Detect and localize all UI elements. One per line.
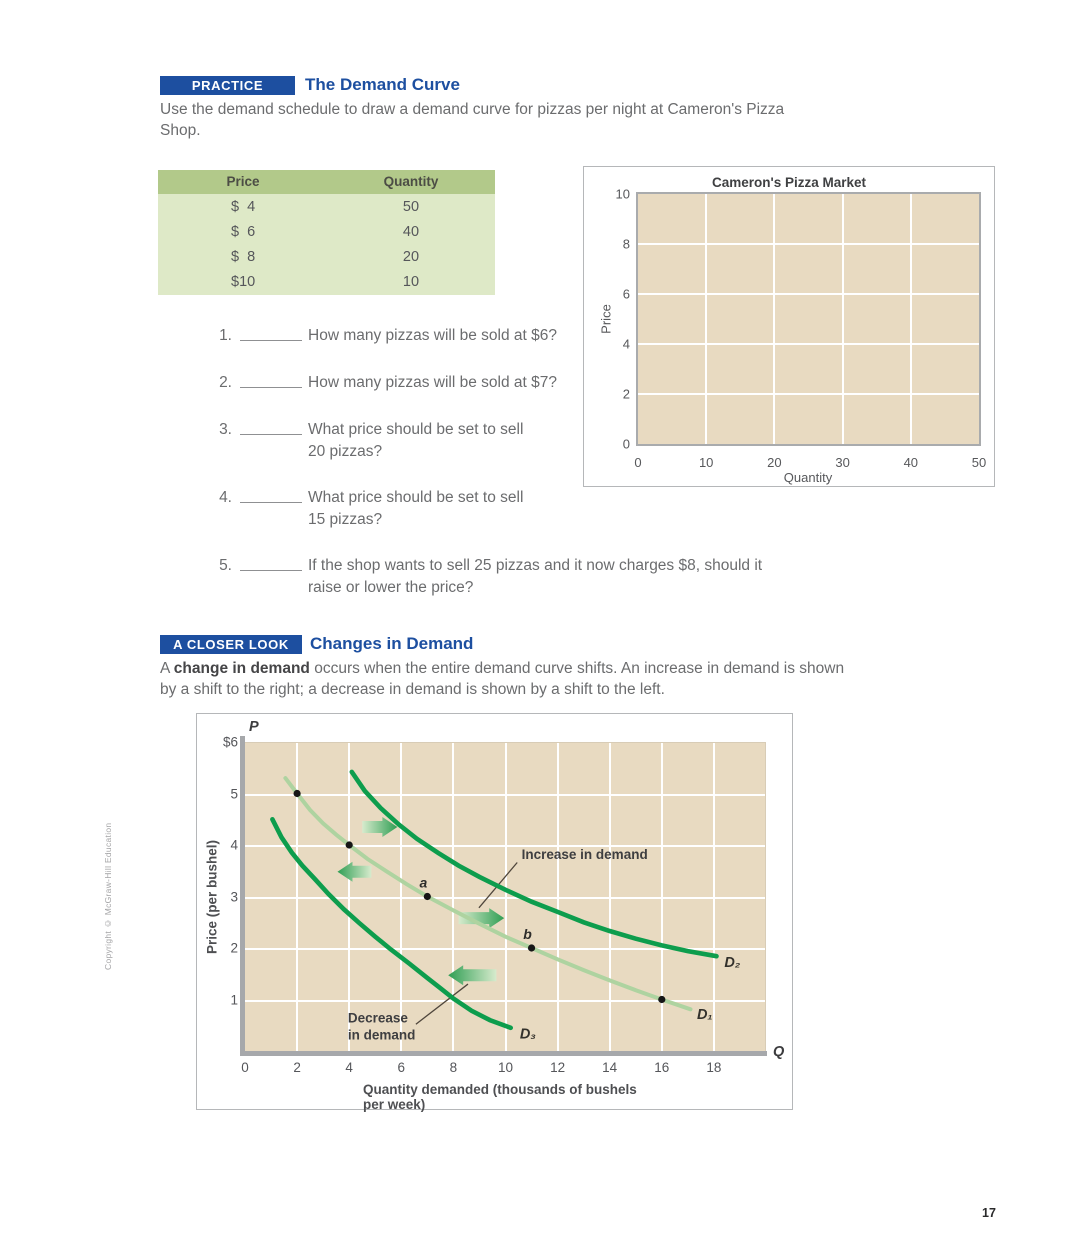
practice-section-title: The Demand Curve [305,75,460,94]
price-value: $10 [231,274,256,290]
x-tick-label: 12 [550,1060,566,1075]
y-tick-label: 8 [622,236,630,252]
curve-label: D₂ [724,955,741,972]
gridline-vertical [910,194,912,444]
price-value: $ 4 [231,199,256,215]
x-axis-line [240,1051,767,1056]
question-line1: What price should be set to sell [308,489,524,506]
x-tick-label: 0 [634,455,642,470]
demand-curves-canvas [245,742,766,1051]
x-tick-label: 18 [706,1060,722,1075]
gridline-vertical [773,194,775,444]
closer-look-badge [160,635,302,654]
point-label: a [419,874,428,891]
question-text [308,419,883,463]
x-axis-label: Quantity demanded (thousands of bushels per week) [363,1082,637,1112]
table-header-row [158,170,495,194]
quantity-value: 20 [402,249,420,265]
y-tick-label: 10 [615,186,630,202]
answer-blank[interactable] [240,555,302,571]
answer-blank[interactable] [240,419,302,435]
price-axis-symbol: P [249,719,259,735]
point-label: b [523,926,532,942]
copyright-text: Copyright © McGraw-Hill Education [103,822,113,970]
closer-look-title: Changes in Demand [310,634,474,653]
question-line2: 20 pizzas? [308,443,383,460]
y-tick-label: 6 [622,286,630,302]
practice-badge-label: PRACTICE [191,78,264,93]
annotation-text: in demand [347,1027,416,1043]
question-line2: 15 pizzas? [308,511,383,528]
question-row [160,419,883,463]
column-header-price: Price [226,174,260,189]
practice-badge [160,76,295,95]
chart-title: Cameron's Pizza Market [711,175,867,190]
data-point [346,841,353,848]
question-text: How many pizzas will be sold at $7? [308,374,557,391]
key-term: change in demand [173,660,310,677]
question-line1: If the shop wants to sell 25 pizzas and it now charges $8, should it [308,557,763,574]
curve-label: D₁ [696,1007,713,1024]
price-value: $ 6 [231,224,256,240]
closer-look-body [160,658,850,700]
x-tick-label: 30 [835,455,850,470]
data-point [424,893,431,900]
x-tick-label: 50 [971,455,987,470]
question-line2: raise or lower the price? [308,579,474,596]
question-row [160,372,883,394]
data-point [658,996,665,1003]
question-row [160,325,883,347]
table-body [158,194,495,295]
gridline-horizontal [638,293,979,295]
y-tick-label: 3 [230,889,238,904]
x-tick-label: 8 [449,1060,458,1075]
y-tick-label: 1 [230,992,238,1007]
price-value: $ 8 [231,249,256,265]
gridline-horizontal [638,243,979,245]
table-row [158,220,495,245]
question-row [160,487,883,531]
x-tick-label: 10 [698,455,714,470]
practice-intro-text: Use the demand schedule to draw a demand curve for pizzas per night at Cameron's Pizza Shop. [160,101,785,139]
y-tick-label: 2 [230,940,238,956]
demand-shift-chart [196,713,793,1110]
x-tick-label: 2 [293,1060,301,1075]
question-number: 5. [219,557,232,574]
question-number: 4. [219,489,232,506]
y-axis-label: Price [598,304,614,334]
y-tick-label: 0 [622,436,630,452]
quantity-value: 40 [402,224,420,240]
y-axis-label: Price (per bushel) [204,839,220,955]
x-tick-label: 0 [241,1060,249,1075]
x-tick-label: 16 [654,1060,670,1075]
demand-schedule-table [158,170,495,295]
table-row [158,195,495,220]
quantity-value: 50 [402,199,420,215]
body-rest: occurs when the entire demand curve shifts. An increase in demand is shown by a shift to the right; a decrease in demand is shown by a shift to the left. [160,660,845,698]
y-tick-label: 4 [230,837,238,853]
body-prefix: A [160,660,174,677]
plot-area [638,194,979,444]
question-number: 2. [219,374,232,391]
answer-blank[interactable] [240,372,302,388]
x-tick-label: 10 [497,1060,514,1075]
data-point [528,944,535,951]
closer-look-badge-label: A CLOSER LOOK [173,637,289,652]
annotation-text: Decrease [347,1010,408,1026]
table-row [158,270,495,295]
curve-label: D₃ [519,1026,536,1043]
y-tick-label: 5 [230,786,238,801]
question-text [308,487,883,531]
quantity-value: 10 [402,274,420,290]
x-tick-label: 4 [345,1060,353,1075]
x-tick-label: 6 [397,1060,406,1075]
question-text: How many pizzas will be sold at $6? [308,327,557,344]
y-tick-label: 4 [622,336,630,352]
y-tick-label: 2 [622,386,630,402]
gridline-vertical [842,194,844,444]
column-header-quantity: Quantity [383,174,439,189]
data-point [294,790,301,797]
shift-left-arrow [448,965,496,985]
question-line1: What price should be set to sell [308,421,524,438]
question-row [160,555,883,599]
quantity-axis-symbol: Q [773,1044,785,1060]
page-number: 17 [982,1206,996,1220]
answer-blank[interactable] [240,487,302,503]
question-number: 1. [219,327,232,344]
question-text [308,555,883,599]
annotation-text: Increase in demand [521,846,648,862]
shift-left-arrow [337,862,371,882]
x-tick-label: 40 [903,455,919,470]
y-tick-label: $6 [222,734,238,750]
x-axis-label: Quantity [783,470,833,485]
question-number: 3. [219,421,232,438]
answer-blank[interactable] [240,325,302,341]
x-tick-label: 20 [767,455,782,470]
table-row [158,245,495,270]
x-tick-label: 14 [602,1060,618,1075]
demand-curve [352,772,717,956]
gridline-vertical [705,194,707,444]
